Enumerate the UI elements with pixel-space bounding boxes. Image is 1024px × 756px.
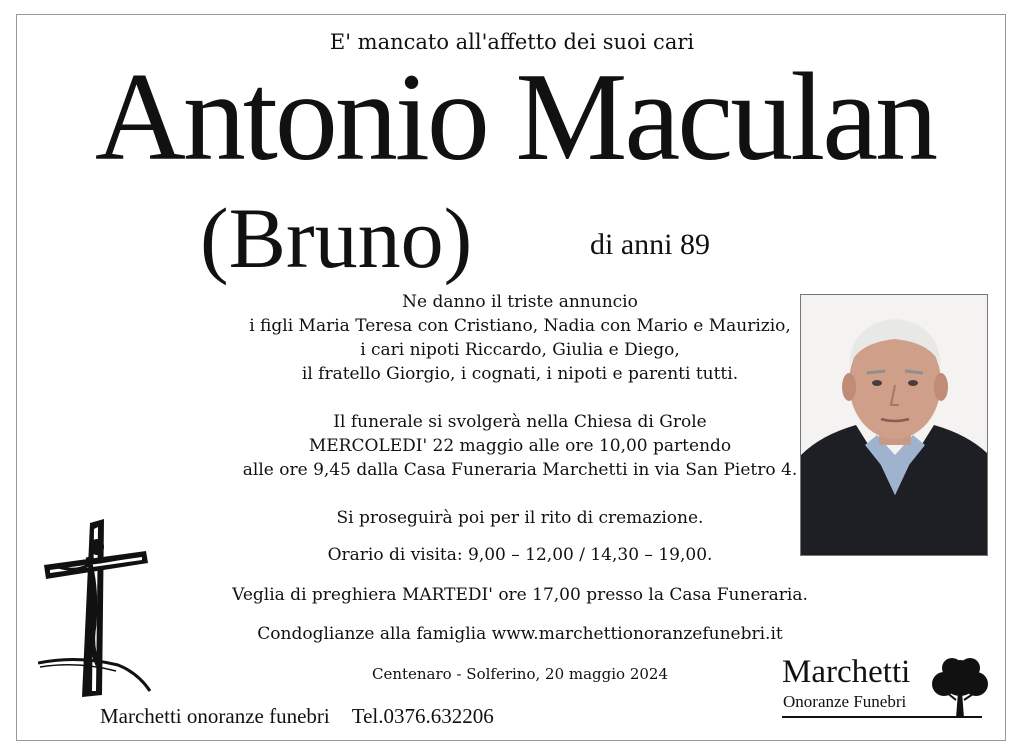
portrait-photo xyxy=(800,294,988,556)
funeral-line: Il funerale si svolgerà nella Chiesa di Grole xyxy=(333,412,707,432)
announcement-line: il fratello Giorgio, i cognati, i nipoti e parenti tutti. xyxy=(301,364,739,384)
logo-subtitle: Onoranze Funebri xyxy=(783,692,907,711)
funeral-block xyxy=(200,410,840,482)
vigil-text: Veglia di preghiera MARTEDI' ore 17,00 presso la Casa Funeraria. xyxy=(232,585,808,605)
funeral-line: alle ore 9,45 dalla Casa Funeraria Marchetti in via San Pietro 4. xyxy=(242,460,798,480)
logo-title: Marchetti xyxy=(782,654,911,690)
place-date-text: Centenaro - Solferino, 20 maggio 2024 xyxy=(371,665,669,683)
visiting-hours-text: Orario di visita: 9,00 – 12,00 / 14,30 – 19,00. xyxy=(327,545,713,565)
announcement-line: i cari nipoti Riccardo, Giulia e Diego, xyxy=(360,340,680,360)
deceased-nickname: (Bruno) xyxy=(200,190,473,286)
company-name: Marchetti onoranze funebri xyxy=(100,704,330,728)
deceased-name: Antonio Maculan xyxy=(94,48,936,187)
intro-text: E' mancato all'affetto dei suoi cari xyxy=(329,30,695,54)
deceased-age: di anni 89 xyxy=(590,228,710,261)
announcement-line: Ne danno il triste annuncio xyxy=(402,292,638,312)
announcement-line: i figli Maria Teresa con Cristiano, Nadia con Mario e Maurizio, xyxy=(249,316,791,336)
crucifix-drawing xyxy=(38,515,153,705)
footer xyxy=(100,704,494,729)
funeral-line: MERCOLEDI' 22 maggio alle ore 10,00 partendo xyxy=(308,436,732,456)
cremation-text: Si proseguirà poi per il rito di cremazione. xyxy=(336,508,704,528)
announcement-block xyxy=(200,290,840,386)
portrait-illustration xyxy=(801,295,988,556)
condolences-text: Condoglianze alla famiglia www.marchettionoranzefunebri.it xyxy=(257,624,783,644)
company-phone: Tel.0376.632206 xyxy=(351,704,494,728)
marchetti-logo xyxy=(782,652,997,724)
tree-icon xyxy=(930,656,992,722)
crucifix-icon xyxy=(38,515,153,705)
